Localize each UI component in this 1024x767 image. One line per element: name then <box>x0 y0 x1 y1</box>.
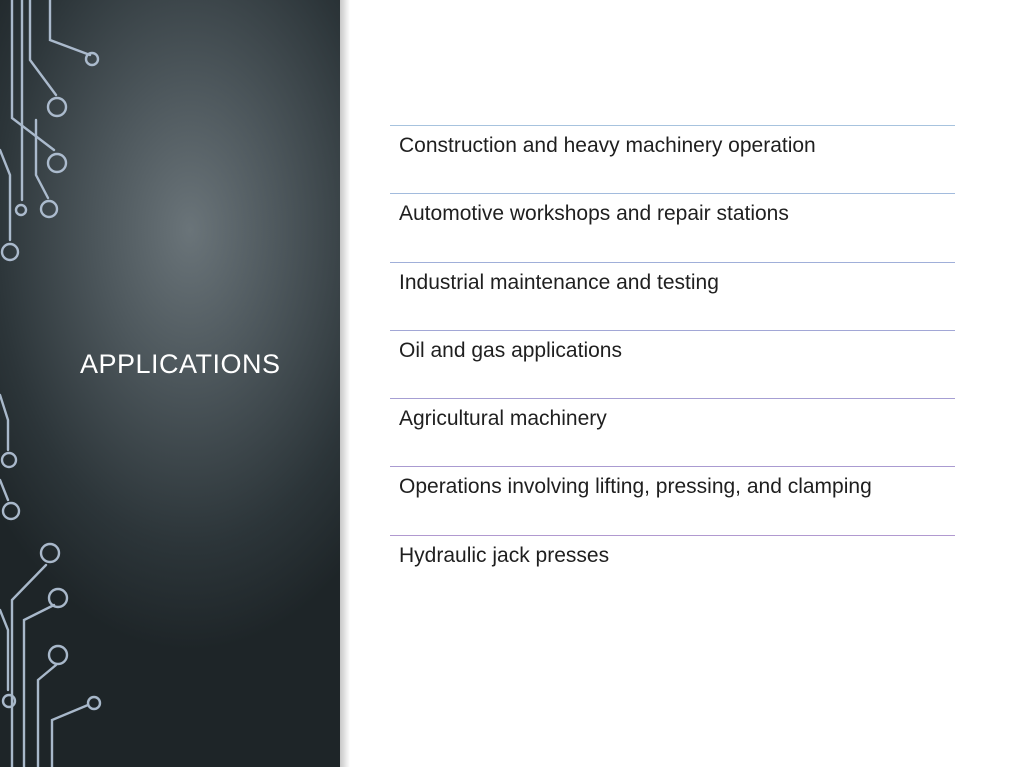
list-item-label: Automotive workshops and repair stations <box>399 202 789 226</box>
title-panel <box>0 0 340 767</box>
list-item <box>390 262 955 330</box>
list-item-label: Construction and heavy machinery operation <box>399 134 816 157</box>
panel-shadow <box>340 0 350 767</box>
list-item-label: Operations involving lifting, pressing, and clamping <box>399 475 872 499</box>
applications-list <box>390 125 955 603</box>
list-item <box>390 193 955 261</box>
list-item-label: Hydraulic jack presses <box>399 543 610 567</box>
list-item-label: Oil and gas applications <box>399 338 622 362</box>
list-item <box>390 398 955 466</box>
list-item-label: Industrial maintenance and testing <box>399 270 719 294</box>
list-item <box>390 535 955 603</box>
list-item <box>390 466 955 534</box>
list-item-label: Agricultural machinery <box>399 407 607 431</box>
slide-title: APPLICATIONS <box>80 349 281 379</box>
list-item <box>390 125 955 193</box>
list-item <box>390 330 955 398</box>
circuit-decoration-icon <box>0 0 340 767</box>
